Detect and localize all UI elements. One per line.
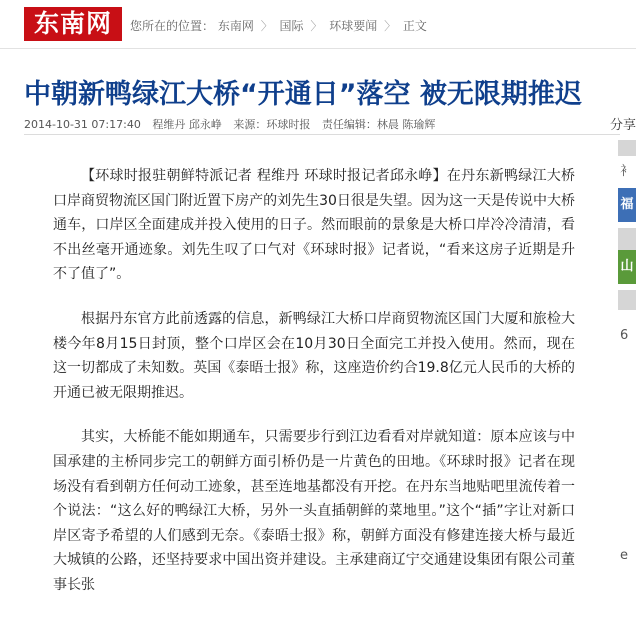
article-meta xyxy=(24,116,636,132)
site-header xyxy=(0,0,636,49)
breadcrumb-prefix: 您所在的位置： xyxy=(130,19,215,33)
article-paragraph: 【环球时报驻朝鲜特派记者 程维丹 环球时报记者邱永峥】在丹东新鸭绿江大桥口岸商贸物流区国门附近置下房产的刘先生30日很是失望。因为这一天是传说中大桥通车，口岸区全面建成并投入使用的日子。然而眼前的景象是大桥口岸冷冷清清，看不出丝毫开通迹象。刘先生叹了口气对《环球时报》记者说，“看来这房子近期是升不了值了”。 xyxy=(53,168,575,283)
breadcrumb-link-international[interactable]: 国际 xyxy=(279,19,304,33)
sidebar-strip xyxy=(618,228,636,250)
article-paragraph: 其实，大桥能不能如期通车，只需要步行到江边看看对岸就知道：原本应该与中国承建的主桥同步完工的朝鲜方面引桥仍是一片黄色的田地。《环球时报》记者在现场没有看到朝方任何动工迹象，甚至连地基都没有开挖。在丹东当地贴吧里流传着一个说法：“这么好的鸭绿江大桥，另外一头直插朝鲜的菜地里。”这个“插”字让对新口岸区寄予希望的人们感到无奈。《泰晤士报》称，朝鲜方面没有修建连接大桥与最近大城镇的公路，还坚持要求中国出资并建设。主承建商辽宁交通建设集团有限公司董事长张 xyxy=(53,429,575,593)
breadcrumb-link-world-news[interactable]: 环球要闻 xyxy=(329,19,378,33)
share-button[interactable]: 分享 xyxy=(610,118,636,133)
breadcrumb xyxy=(130,17,427,34)
article-datetime: 2014-10-31 07:17:40 xyxy=(24,118,141,131)
sidebar-strip xyxy=(618,140,636,156)
sidebar-text: 6 xyxy=(620,328,629,343)
breadcrumb-separator: 〉 xyxy=(260,19,273,33)
meta-divider xyxy=(24,134,620,135)
right-sidebar xyxy=(618,140,636,598)
article-paragraph: 根据丹东官方此前透露的信息，新鸭绿江大桥口岸商贸物流区国门大厦和旅检大楼今年8月15日封顶，整个口岸区会在10月30日全面完工并投入使用。然而，现在这一切都成了未知数。英国《泰晤士报》称，这座造价约合19.8亿元人民币的大桥的开通已被无限期推迟。 xyxy=(53,310,575,401)
breadcrumb-separator: 〉 xyxy=(310,19,323,33)
article-title: 中朝新鸭绿江大桥“开通日”落空 被无限期推迟 xyxy=(24,79,582,110)
sidebar-strip xyxy=(618,290,636,310)
breadcrumb-separator: 〉 xyxy=(384,19,397,33)
article-source: 来源：环球时报 xyxy=(233,118,311,131)
sidebar-text: e xyxy=(620,548,628,563)
breadcrumb-link-home[interactable]: 东南网 xyxy=(217,19,254,33)
article-authors: 程维丹 邱永峥 xyxy=(152,118,222,131)
article-body xyxy=(53,164,575,618)
breadcrumb-current: 正文 xyxy=(402,19,427,33)
article-editor: 责任编辑：林晨 陈瑜辉 xyxy=(321,118,436,131)
sidebar-text: 衤 xyxy=(620,164,634,179)
sidebar-ad-block[interactable]: 福 xyxy=(618,188,636,222)
site-logo[interactable]: 东南网 xyxy=(24,7,122,41)
sidebar-ad-block[interactable]: 山 xyxy=(618,250,636,284)
